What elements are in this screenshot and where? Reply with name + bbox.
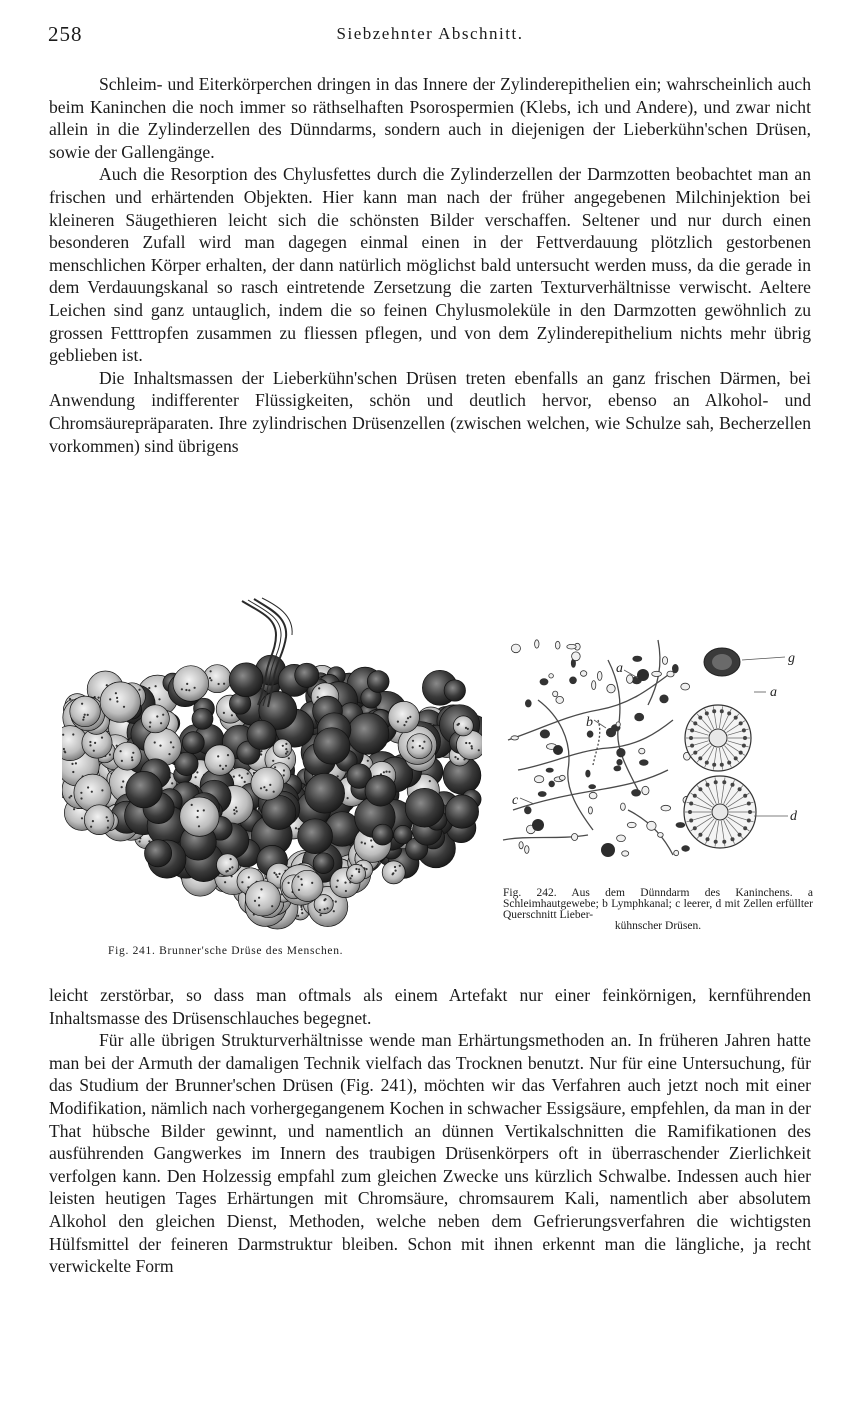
running-title: Siebzehnter Abschnitt. (336, 24, 524, 43)
paragraph: Auch die Resorption des Chylusfettes durch die Zylinderzellen der Darmzotten beobachtet man an frischen und erhärtenden Objekten. Hier kann man nach der früher angegebenen Milchinjektion bei kleineren Säugethieren leicht sich die schönsten Bilder verschaffen. Seltener und nur durch einen besonderen Zufall wird man dagegen einmal einen in der Fettverdauung plötzlich gestorbenen menschlichen Körper erhalten, der dann natürlich möglichst bald untersucht werden muss, da die gerade in dem Verdauungskanal so rasch eintretende Zersetzung die zarten Texturverhältnisse verwischt. Aeltere Leichen sind ganz untauglich, indem die so feinen Chylusmoleküle in den Darmzotten gewöhnlich zu grossen Fetttropfen zusammen zu fliessen pflegen, und von dem Zylinderepithelium nichts mehr übrig geblieben ist. (49, 164, 811, 366)
fig242-label-c: c (512, 793, 519, 808)
fig242-label-g: g (788, 651, 795, 666)
paragraph: Für alle übrigen Strukturverhältnisse wende man Erhärtungsmethoden an. In früheren Jahren hatte man bei der Armuth der damaligen Technik vielfach das Trocknen benutzt. Nur für eine Untersuchung, für das Studium der Brunner'schen Drüsen (Fig. 241), möchten wir das Verfahren auch jetzt noch mit einer Modifikation, nämlich nach vorhergegangenem Kochen in schwacher Essigsäure, empfehlen, da man in der That hübsche Bilder gewinnt, und namentlich an dünnen Vertikalschnitten die Ramifikationen des ausführenden Gangwerkes im Innern des traubigen Drüsenkörpers oft in überraschender Zierlichkeit verfolgen kann. Den Holzessig empfahl zum gleichen Zwecke uns kürzlich Schwalbe. Indessen auch hier leisten heutigen Tages Erhärtungen mit Chromsäure, chromsaurem Kali, namentlich aber absolutem Alkohol den gleichen Dienst, Methoden, welche neben dem Gefrierungsverfahren die wichtigsten Hülfsmittel der feineren Darmstruktur bleiben. Schon mit ihnen erkennt man die längliche, ja recht verwickelte Form (49, 1030, 811, 1277)
figure-241-caption: Fig. 241. Brunner'sche Drüse des Menschen. (108, 945, 344, 957)
figure-242-caption (503, 888, 813, 932)
fig242-label-a-second: a (770, 685, 777, 700)
body-text-top (49, 73, 811, 457)
figure-242-caption-last-line: kühnscher Drüsen. (614, 920, 702, 932)
page-number: 258 (48, 22, 83, 46)
running-head (48, 22, 812, 46)
fig242-label-b: b (586, 715, 593, 730)
fig242-label-d: d (790, 809, 797, 824)
figure-241-brunner-gland-illustration (62, 595, 482, 940)
paragraph: Die Inhaltsmassen der Lieberkühn'schen Drüsen treten ebenfalls an ganz frischen Därmen, bei Anwendung indifferenter Flüssigkeiten, schön und deutlich hervor, ebenso an Alkohol- und Chromsäurepräparaten. Ihre zylindrischen Drüsenzellen (zwischen welchen, wie Schulze sah, Becherzellen vorkommen) sind übrigens (49, 367, 811, 456)
fig242-label-a: a (616, 661, 623, 676)
figure-242-intestine-section-illustration (498, 620, 813, 882)
figure-242-caption-text: Fig. 242. Aus dem Dünndarm des Kaninchens. a Schleimhautgewebe; b Lymphkanal; c leerer, d mit Zellen erfüllter Querschnitt Lieber- (503, 887, 813, 921)
body-text-bottom (49, 984, 811, 1278)
paragraph: leicht zerstörbar, so dass man oftmals als einem Artefakt nur einer feinkörnigen, kernführenden Inhaltsmasse des Drüsenschlauches begegnet. (49, 985, 811, 1028)
paragraph: Schleim- und Eiterkörperchen dringen in das Innere der Zylinderepithelien ein; wahrscheinlich auch beim Kaninchen die noch immer so räthselhaften Psorospermien (Klebs, ich und Andere), und zwar nicht allein in die Zylinderzellen des Dünndarms, sondern auch in diejenigen der Lieberkühn'schen Drüsen, sowie der Gallengänge. (49, 74, 811, 162)
